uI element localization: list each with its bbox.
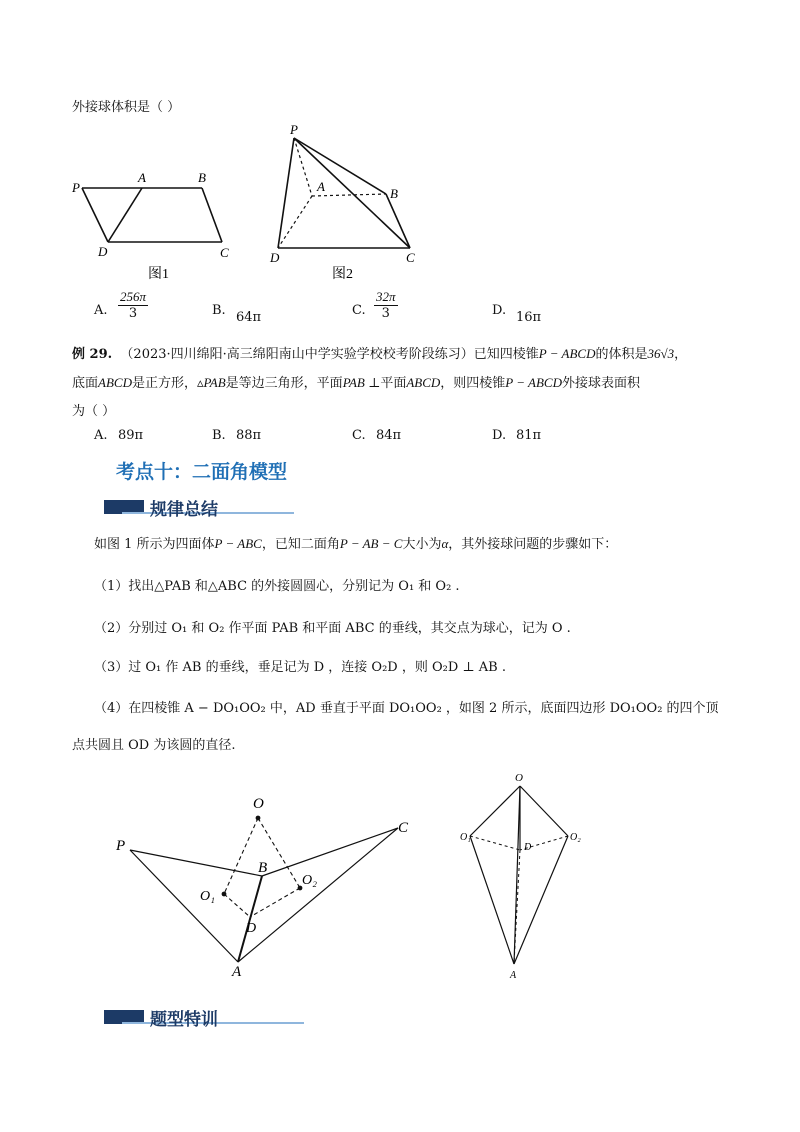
fig2-label-C: C (406, 250, 415, 265)
fig1-label-A: A (138, 170, 146, 185)
text: 如图 1 所示为四面体 (94, 537, 215, 552)
figure-2-hidden-edges (278, 138, 386, 248)
math-expr: PAB ⊥ (342, 375, 381, 390)
right-label-O1: O₁ (460, 832, 471, 843)
left-label-O1: O₁ (200, 889, 215, 904)
left-label-O2: O₂ (302, 873, 317, 888)
text: 是等边三角形，平面 (225, 376, 343, 391)
option-letter: B. (212, 303, 226, 318)
text: ，其外接球问题的步骤如下： (448, 537, 618, 552)
example-29-line1 (72, 343, 687, 362)
bottom-figures (100, 770, 620, 990)
text: 是正方形， (131, 376, 197, 391)
right-label-D: D (524, 842, 532, 853)
option-letter: C. (352, 428, 366, 443)
text: 外接球表面积 (561, 376, 640, 391)
math-expr: ABCD (406, 375, 441, 390)
method-step-2: （2）分别过 O₁ 和 O₂ 作平面 PAB 和平面 ABC 的垂线，其交点为球心，记为 O . (94, 621, 571, 636)
right-figure-dashed-edges (470, 836, 568, 964)
method-step-4a: （4）在四棱锥 A − DO₁OO₂ 中，AD 垂直于平面 DO₁OO₂ ，如图 2 所示，底面四边形 DO₁OO₂ 的四个顶 (94, 701, 719, 716)
method-intro (94, 533, 617, 552)
left-figure-solid-edges (130, 828, 398, 962)
text: ， (674, 347, 688, 362)
right-label-O: O (515, 772, 523, 784)
fig2-label-A: A (317, 179, 325, 194)
method-step-4b: 点共圆且 OD 为该圆的直径. (72, 738, 236, 753)
option-c-fraction: $\frac{32\pi}{3}$ (376, 289, 396, 321)
left-label-A: A (232, 964, 242, 980)
left-label-C: C (398, 820, 409, 836)
text: 的体积是 (595, 347, 648, 362)
option-b-value: 64π (236, 310, 262, 325)
right-label-O2: O₂ (570, 832, 581, 843)
fig2-label-P: P (290, 122, 298, 137)
banner-practice (104, 1004, 304, 1030)
fig1-label-B: B (198, 170, 206, 185)
banner-title: 规律总结 (150, 500, 218, 520)
math-expr: α (441, 536, 449, 551)
math-expr: P − ABCD (538, 346, 596, 361)
text: ，已知二面角 (261, 537, 340, 552)
option-letter: B. (212, 428, 226, 443)
text: 底面 (72, 376, 99, 391)
edge-AD (108, 188, 142, 242)
text: ，则四棱锥 (440, 376, 506, 391)
banner-title: 题型特训 (150, 1010, 218, 1030)
option-letter: D. (492, 303, 507, 318)
fig1-caption: 图1 (148, 267, 169, 282)
right-label-A: A (510, 970, 517, 981)
banner-rules-summary (104, 494, 294, 520)
fig1-label-P: P (72, 180, 80, 195)
left-label-P: P (116, 838, 126, 854)
example-29-line2 (72, 372, 640, 391)
method-step-1: （1）找出△PAB 和△ABC 的外接圆圆心，分别记为 O₁ 和 O₂ . (94, 579, 460, 594)
left-label-B: B (258, 860, 268, 876)
section-title: 考点十：二面角模型 (116, 461, 288, 483)
option-value: 89π (118, 428, 144, 443)
math-expr: P − AB − C (339, 536, 403, 551)
left-label-D: D (246, 921, 257, 936)
point-O1 (222, 892, 227, 897)
edge-BC (386, 194, 410, 248)
math-expr: ▵PAB (196, 375, 226, 390)
math-expr: P − ABCD (505, 375, 562, 390)
fig2-caption: 图2 (332, 267, 353, 282)
option-letter: A. (94, 303, 108, 318)
option-value: 88π (236, 428, 262, 443)
example-source: （2023·四川绵阳·高三绵阳南山中学实验学校校考阶段练习）已知四棱锥 (120, 347, 539, 362)
left-label-O: O (253, 796, 264, 812)
edge-PD (278, 138, 294, 248)
option-value: 84π (376, 428, 402, 443)
edge-BC (202, 188, 222, 242)
option-d-value: 16π (516, 310, 542, 325)
top-figures (60, 118, 460, 290)
example-label: 例 29. (72, 347, 113, 362)
text: 平面 (380, 376, 407, 391)
point-O (256, 816, 261, 821)
intro-line: 外接球体积是（ ） (72, 100, 181, 115)
option-letter: D. (492, 428, 507, 443)
option-letter: C. (352, 303, 366, 318)
example-29-line3: 为（ ） (72, 404, 116, 419)
math-expr: P − ABC (214, 536, 262, 551)
fig2-label-D: D (270, 250, 280, 265)
edge-PB (294, 138, 386, 194)
option-a-fraction: $\frac{256\pi}{3}$ (120, 289, 147, 321)
option-letter: A. (94, 428, 108, 443)
edge-PD (82, 188, 108, 242)
fig2-label-B: B (390, 186, 398, 201)
fig1-label-C: C (220, 245, 229, 260)
text: 大小为 (402, 537, 442, 552)
fig1-label-D: D (98, 244, 108, 259)
volume-value: 36√3 (647, 346, 675, 361)
method-step-3: （3）过 O₁ 作 AB 的垂线，垂足记为 D ，连接 O₂D ，则 O₂D ⊥ AB . (94, 660, 506, 675)
option-value: 81π (516, 428, 542, 443)
math-expr: ABCD (98, 375, 132, 390)
figure-1 (82, 188, 222, 242)
